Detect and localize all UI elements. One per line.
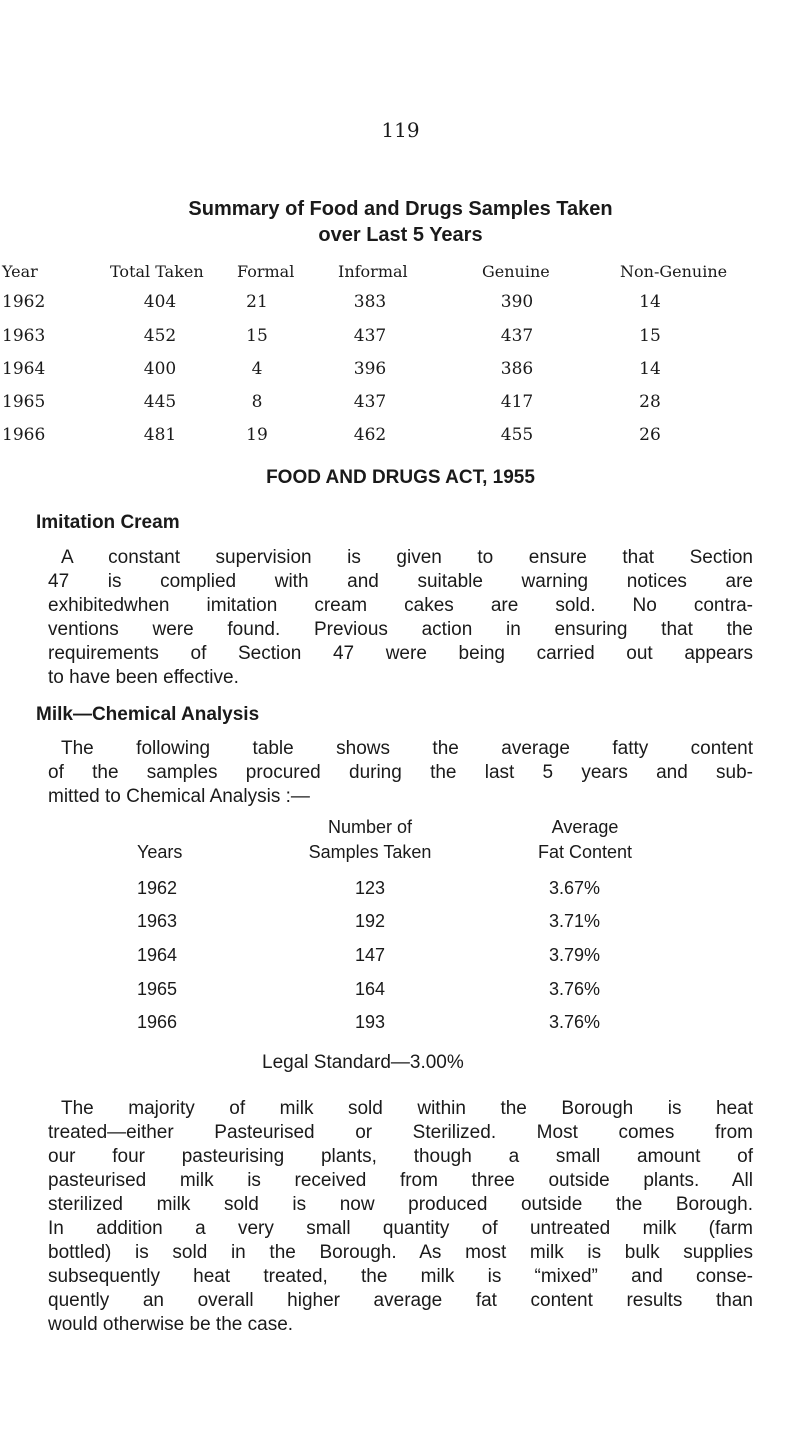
- formal-cell: 15: [246, 326, 268, 346]
- year-cell: 1966: [137, 1012, 178, 1032]
- year-cell: 1964: [137, 945, 178, 965]
- non-genuine-cell: 28: [639, 392, 661, 412]
- paragraph-line: In addition a very small quantity of untreated milk (farm: [48, 1218, 753, 1239]
- paragraph-line: mitted to Chemical Analysis :—: [48, 786, 310, 807]
- samples-cell: 147: [354, 945, 386, 965]
- informal-cell: 437: [353, 326, 387, 346]
- paragraph-line: quently an overall higher average fat content results than: [48, 1290, 753, 1311]
- paragraph-line: our four pasteurising plants, though a small amount of: [48, 1146, 753, 1167]
- samples-cell: 193: [354, 1012, 386, 1032]
- paragraph-line: treated—either Pasteurised or Sterilized. Most comes from: [48, 1122, 753, 1143]
- imitation-cream-heading: Imitation Cream: [36, 512, 180, 533]
- header-number-line2: Samples Taken: [308, 842, 432, 862]
- fat-cell: 3.76%: [548, 979, 600, 999]
- genuine-cell: 390: [500, 292, 534, 312]
- year-cell: 1963: [2, 326, 46, 346]
- fat-cell: 3.76%: [548, 1012, 600, 1032]
- paragraph-line: requirements of Section 47 were being carried out appears: [48, 643, 753, 664]
- non-genuine-cell: 14: [639, 292, 661, 312]
- year-cell: 1962: [2, 292, 46, 312]
- year-cell: 1965: [2, 392, 46, 412]
- summary-title: Summary of Food and Drugs Samples Taken: [188, 198, 613, 220]
- fat-cell: 3.67%: [548, 878, 600, 898]
- milk-heading: Milk—Chemical Analysis: [36, 704, 260, 725]
- header-average-line1: Average: [551, 817, 619, 837]
- paragraph-line: exhibitedwhen imitation cream cakes are sold. No contra-: [48, 595, 753, 616]
- milk-intro-paragraph: [48, 737, 753, 809]
- paragraph-line: The following table shows the average fatty content: [61, 738, 753, 759]
- samples-cell: 192: [354, 911, 386, 931]
- paragraph-line: of the samples procured during the last 5 years and sub-: [48, 762, 753, 783]
- genuine-cell: 417: [500, 392, 534, 412]
- total-cell: 452: [143, 326, 177, 346]
- header-total-taken: Total Taken: [110, 262, 204, 281]
- year-cell: 1963: [137, 911, 178, 931]
- formal-cell: 4: [251, 359, 263, 379]
- genuine-cell: 455: [500, 425, 534, 445]
- year-cell: 1964: [2, 359, 46, 379]
- total-cell: 404: [143, 292, 177, 312]
- header-informal: Informal: [338, 262, 408, 281]
- header-years: Years: [137, 842, 183, 862]
- header-genuine: Genuine: [482, 262, 550, 281]
- imitation-cream-paragraph: [48, 546, 753, 690]
- total-cell: 400: [143, 359, 177, 379]
- genuine-cell: 386: [500, 359, 534, 379]
- paragraph-line: to have been effective.: [48, 667, 239, 688]
- non-genuine-cell: 26: [639, 425, 661, 445]
- total-cell: 445: [143, 392, 177, 412]
- year-cell: 1966: [2, 425, 46, 445]
- year-cell: 1965: [137, 979, 178, 999]
- paragraph-line: A constant supervision is given to ensure that Section: [61, 547, 753, 568]
- milk-closing-paragraph: [48, 1097, 753, 1337]
- paragraph-line: bottled) is sold in the Borough. As most milk is bulk supplies: [48, 1242, 753, 1263]
- header-average-line2: Fat Content: [537, 842, 633, 862]
- page-number: 119: [381, 118, 420, 142]
- samples-cell: 123: [354, 878, 386, 898]
- paragraph-line: subsequently heat treated, the milk is “mixed” and conse-: [48, 1266, 753, 1287]
- total-cell: 481: [143, 425, 177, 445]
- paragraph-line: 47 is complied with and suitable warning notices are: [48, 571, 753, 592]
- non-genuine-cell: 15: [639, 326, 661, 346]
- formal-cell: 19: [246, 425, 268, 445]
- fat-cell: 3.71%: [548, 911, 600, 931]
- summary-subtitle: over Last 5 Years: [318, 224, 483, 246]
- non-genuine-cell: 14: [639, 359, 661, 379]
- informal-cell: 437: [353, 392, 387, 412]
- header-number-line1: Number of: [327, 817, 413, 837]
- year-cell: 1962: [137, 878, 178, 898]
- informal-cell: 396: [353, 359, 387, 379]
- genuine-cell: 437: [500, 326, 534, 346]
- paragraph-line: pasteurised milk is received from three outside plants. All: [48, 1170, 753, 1191]
- formal-cell: 8: [251, 392, 263, 412]
- paragraph-line: would otherwise be the case.: [48, 1314, 294, 1335]
- legal-standard: Legal Standard—3.00%: [262, 1052, 464, 1073]
- header-formal: Formal: [237, 262, 295, 281]
- fat-cell: 3.79%: [548, 945, 600, 965]
- formal-cell: 21: [246, 292, 268, 312]
- act-title: FOOD AND DRUGS ACT, 1955: [266, 467, 535, 488]
- informal-cell: 462: [353, 425, 387, 445]
- informal-cell: 383: [353, 292, 387, 312]
- paragraph-line: ventions were found. Previous action in ensuring that the: [48, 619, 753, 640]
- paragraph-line: The majority of milk sold within the Borough is heat: [61, 1098, 753, 1119]
- samples-cell: 164: [354, 979, 386, 999]
- header-year: Year: [2, 262, 38, 281]
- paragraph-line: sterilized milk sold is now produced outside the Borough.: [48, 1194, 753, 1215]
- header-non-genuine: Non-Genuine: [620, 262, 728, 281]
